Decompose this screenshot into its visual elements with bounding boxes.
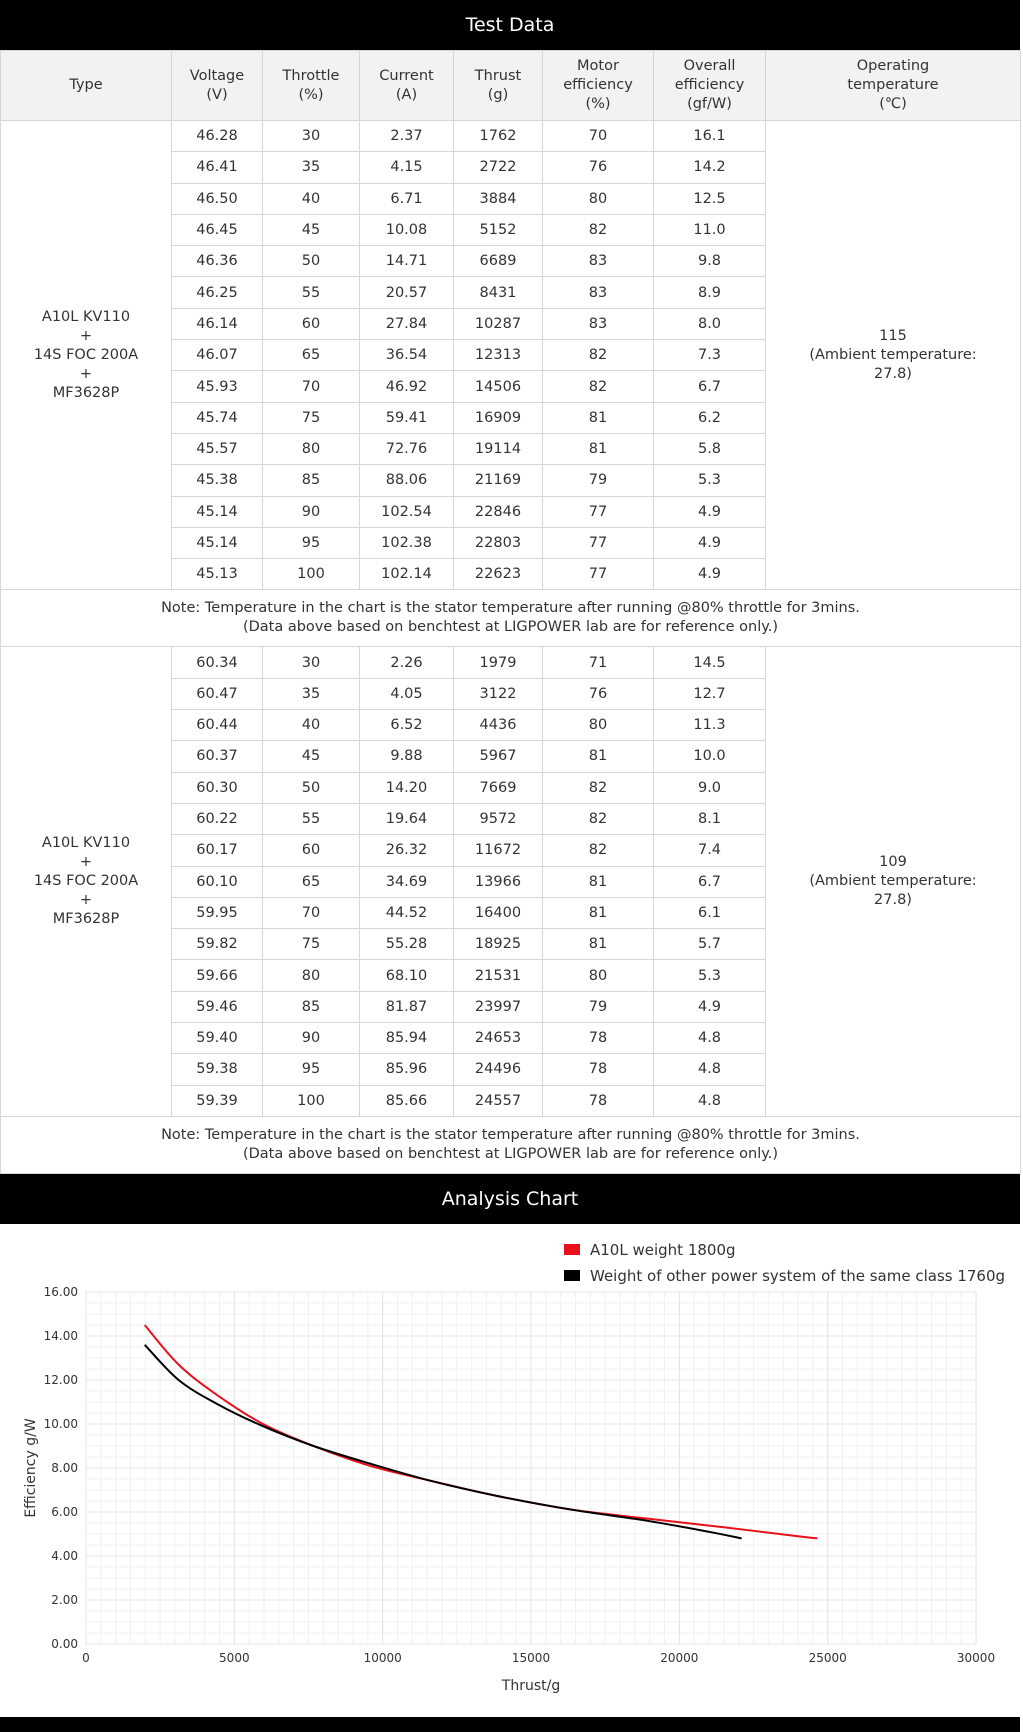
table-cell: 11.3 bbox=[654, 710, 766, 741]
table-cell: 45.14 bbox=[172, 527, 263, 558]
column-header bbox=[543, 51, 654, 121]
table-cell: 22846 bbox=[454, 496, 543, 527]
table-cell: 81 bbox=[543, 866, 654, 897]
table-cell: 82 bbox=[543, 340, 654, 371]
table-cell: 82 bbox=[543, 371, 654, 402]
table-cell: 80 bbox=[543, 710, 654, 741]
table-cell: 55 bbox=[263, 803, 360, 834]
table-cell: 16400 bbox=[454, 897, 543, 928]
note-row bbox=[1, 1116, 1021, 1173]
table-cell: 12.5 bbox=[654, 183, 766, 214]
chart-svg bbox=[0, 1224, 1020, 1724]
table-cell: 46.92 bbox=[360, 371, 454, 402]
table-cell: 100 bbox=[263, 559, 360, 590]
table-cell: 18925 bbox=[454, 929, 543, 960]
column-header-line: Overall bbox=[683, 58, 736, 74]
table-body bbox=[1, 121, 1021, 1174]
table-cell: 6.2 bbox=[654, 402, 766, 433]
column-header-line: Voltage bbox=[189, 67, 245, 84]
table-cell: 40 bbox=[263, 710, 360, 741]
table-cell: 81 bbox=[543, 433, 654, 464]
table-cell: 75 bbox=[263, 929, 360, 960]
table-cell: 30 bbox=[263, 121, 360, 152]
table-cell: 77 bbox=[543, 496, 654, 527]
series-line bbox=[145, 1325, 818, 1538]
note-line: Note: Temperature in the chart is the stator temperature after running @80% throttle for 3mins. bbox=[161, 1126, 860, 1143]
table-cell: 85 bbox=[263, 465, 360, 496]
table-cell: 21531 bbox=[454, 960, 543, 991]
table-cell: 4.9 bbox=[654, 991, 766, 1022]
table-cell: 7.3 bbox=[654, 340, 766, 371]
table-cell: 78 bbox=[543, 1023, 654, 1054]
table-cell: 6.71 bbox=[360, 183, 454, 214]
table-cell: 9.8 bbox=[654, 246, 766, 277]
y-tick-label: 4.00 bbox=[51, 1548, 78, 1563]
table-cell: 102.54 bbox=[360, 496, 454, 527]
column-header bbox=[172, 51, 263, 121]
table-cell: 82 bbox=[543, 214, 654, 245]
x-tick-label: 30000 bbox=[956, 1650, 996, 1665]
table-cell: 70 bbox=[263, 897, 360, 928]
temperature-cell bbox=[766, 121, 1021, 590]
table-cell: 60.22 bbox=[172, 803, 263, 834]
y-tick-label: 14.00 bbox=[43, 1328, 78, 1343]
table-cell: 2.37 bbox=[360, 121, 454, 152]
table-cell: 23997 bbox=[454, 991, 543, 1022]
table-cell: 46.28 bbox=[172, 121, 263, 152]
table-cell: 24557 bbox=[454, 1085, 543, 1116]
type-line: + bbox=[79, 854, 93, 871]
table-cell: 59.82 bbox=[172, 929, 263, 960]
table-cell: 36.54 bbox=[360, 340, 454, 371]
table-cell: 9572 bbox=[454, 803, 543, 834]
column-header-line: (℃) bbox=[879, 96, 907, 112]
table-cell: 95 bbox=[263, 527, 360, 558]
table-cell: 44.52 bbox=[360, 897, 454, 928]
temperature-line: (Ambient temperature: bbox=[809, 346, 977, 363]
table-cell: 60.10 bbox=[172, 866, 263, 897]
test-data-table bbox=[0, 50, 1021, 1174]
table-cell: 5.3 bbox=[654, 960, 766, 991]
note-line: (Data above based on benchtest at LIGPOWER lab are for reference only.) bbox=[242, 1145, 779, 1162]
test-data-title: Test Data bbox=[0, 0, 1020, 50]
table-cell: 59.95 bbox=[172, 897, 263, 928]
table-cell: 19.64 bbox=[360, 803, 454, 834]
table-cell: 13966 bbox=[454, 866, 543, 897]
legend-label: A10L weight 1800g bbox=[590, 1240, 736, 1259]
table-cell: 60.17 bbox=[172, 835, 263, 866]
table-cell: 60.37 bbox=[172, 741, 263, 772]
footer-bar bbox=[0, 1717, 1020, 1732]
table-cell: 22803 bbox=[454, 527, 543, 558]
table-cell: 8431 bbox=[454, 277, 543, 308]
table-cell: 80 bbox=[543, 960, 654, 991]
column-header-line: (%) bbox=[298, 86, 324, 103]
type-line: + bbox=[79, 327, 93, 344]
y-tick-label: 16.00 bbox=[43, 1284, 78, 1299]
table-cell: 59.40 bbox=[172, 1023, 263, 1054]
table-cell: 70 bbox=[263, 371, 360, 402]
table-cell: 12313 bbox=[454, 340, 543, 371]
table-cell: 82 bbox=[543, 772, 654, 803]
table-cell: 16.1 bbox=[654, 121, 766, 152]
table-cell: 83 bbox=[543, 277, 654, 308]
table-cell: 46.45 bbox=[172, 214, 263, 245]
column-header-line: Operating bbox=[856, 58, 930, 74]
table-cell: 14.71 bbox=[360, 246, 454, 277]
table-cell: 14.2 bbox=[654, 152, 766, 183]
type-line: A10L KV110 bbox=[41, 835, 131, 852]
note-line: (Data above based on benchtest at LIGPOWER lab are for reference only.) bbox=[242, 619, 779, 636]
column-header-line: Motor bbox=[577, 58, 619, 74]
table-cell: 55 bbox=[263, 277, 360, 308]
note-row bbox=[1, 590, 1021, 647]
table-cell: 35 bbox=[263, 678, 360, 709]
column-header-line: (%) bbox=[585, 96, 611, 112]
table-cell: 45.13 bbox=[172, 559, 263, 590]
table-cell: 5.3 bbox=[654, 465, 766, 496]
column-header-line: efficiency bbox=[674, 77, 745, 93]
temperature-line: 27.8) bbox=[874, 365, 912, 382]
table-cell: 4.9 bbox=[654, 527, 766, 558]
table-cell: 82 bbox=[543, 835, 654, 866]
column-header-line: temperature bbox=[847, 77, 939, 93]
table-cell: 40 bbox=[263, 183, 360, 214]
table-cell: 14506 bbox=[454, 371, 543, 402]
analysis-chart-title: Analysis Chart bbox=[0, 1174, 1020, 1224]
x-axis-label: Thrust/g bbox=[501, 1677, 561, 1694]
table-cell: 59.39 bbox=[172, 1085, 263, 1116]
x-tick-label: 15000 bbox=[511, 1650, 551, 1665]
y-tick-label: 12.00 bbox=[43, 1372, 78, 1387]
table-cell: 24653 bbox=[454, 1023, 543, 1054]
table-cell: 26.32 bbox=[360, 835, 454, 866]
table-cell: 5152 bbox=[454, 214, 543, 245]
table-cell: 45.38 bbox=[172, 465, 263, 496]
note-cell bbox=[1, 590, 1021, 647]
legend-swatch bbox=[564, 1270, 580, 1281]
table-cell: 59.66 bbox=[172, 960, 263, 991]
column-header-line: Throttle bbox=[282, 67, 340, 84]
table-cell: 76 bbox=[543, 678, 654, 709]
table-cell: 81 bbox=[543, 402, 654, 433]
column-header-line: efficiency bbox=[563, 77, 633, 93]
table-cell: 11.0 bbox=[654, 214, 766, 245]
table-cell: 6.7 bbox=[654, 371, 766, 402]
table-cell: 6689 bbox=[454, 246, 543, 277]
type-line: A10L KV110 bbox=[41, 308, 131, 325]
table-cell: 3884 bbox=[454, 183, 543, 214]
column-header-line: (gf/W) bbox=[687, 96, 732, 112]
table-cell: 11672 bbox=[454, 835, 543, 866]
table-cell: 20.57 bbox=[360, 277, 454, 308]
table-cell: 46.41 bbox=[172, 152, 263, 183]
table-cell: 60 bbox=[263, 835, 360, 866]
temperature-line: 27.8) bbox=[874, 892, 912, 909]
column-header bbox=[263, 51, 360, 121]
table-cell: 21169 bbox=[454, 465, 543, 496]
table-cell: 60.44 bbox=[172, 710, 263, 741]
type-line: + bbox=[79, 365, 93, 382]
table-cell: 10.08 bbox=[360, 214, 454, 245]
table-cell: 45 bbox=[263, 214, 360, 245]
table-cell: 46.14 bbox=[172, 308, 263, 339]
table-cell: 50 bbox=[263, 246, 360, 277]
y-tick-label: 0.00 bbox=[51, 1636, 78, 1651]
table-cell: 59.41 bbox=[360, 402, 454, 433]
table-cell: 90 bbox=[263, 1023, 360, 1054]
table-cell: 83 bbox=[543, 246, 654, 277]
table-cell: 4.9 bbox=[654, 559, 766, 590]
column-header-line: (A) bbox=[395, 86, 418, 103]
table-cell: 12.7 bbox=[654, 678, 766, 709]
note-cell bbox=[1, 1116, 1021, 1173]
table-cell: 77 bbox=[543, 559, 654, 590]
table-cell: 8.0 bbox=[654, 308, 766, 339]
table-cell: 70 bbox=[543, 121, 654, 152]
table-cell: 85.94 bbox=[360, 1023, 454, 1054]
column-header bbox=[1, 51, 172, 121]
table-cell: 59.38 bbox=[172, 1054, 263, 1085]
table-cell: 65 bbox=[263, 866, 360, 897]
table-cell: 46.36 bbox=[172, 246, 263, 277]
table-cell: 14.20 bbox=[360, 772, 454, 803]
table-cell: 81.87 bbox=[360, 991, 454, 1022]
x-tick-label: 5000 bbox=[219, 1650, 250, 1665]
type-cell bbox=[1, 121, 172, 590]
table-cell: 102.38 bbox=[360, 527, 454, 558]
table-cell: 24496 bbox=[454, 1054, 543, 1085]
table-cell: 9.88 bbox=[360, 741, 454, 772]
table-cell: 79 bbox=[543, 465, 654, 496]
table-cell: 4436 bbox=[454, 710, 543, 741]
header-row bbox=[1, 51, 1021, 121]
table-cell: 83 bbox=[543, 308, 654, 339]
temperature-cell bbox=[766, 647, 1021, 1116]
table-cell: 1979 bbox=[454, 647, 543, 678]
table-row bbox=[1, 121, 1021, 152]
column-header-line: Thrust bbox=[474, 67, 522, 84]
table-cell: 8.1 bbox=[654, 803, 766, 834]
table-cell: 7669 bbox=[454, 772, 543, 803]
table-cell: 81 bbox=[543, 741, 654, 772]
table-cell: 6.1 bbox=[654, 897, 766, 928]
column-header-line: Current bbox=[379, 67, 434, 84]
table-cell: 4.8 bbox=[654, 1054, 766, 1085]
x-tick-label: 10000 bbox=[363, 1650, 402, 1665]
type-line: MF3628P bbox=[52, 911, 120, 928]
table-cell: 80 bbox=[263, 433, 360, 464]
x-tick-label: 0 bbox=[82, 1650, 90, 1665]
analysis-chart bbox=[0, 1224, 1020, 1724]
table-cell: 100 bbox=[263, 1085, 360, 1116]
table-cell: 8.9 bbox=[654, 277, 766, 308]
table-cell: 35 bbox=[263, 152, 360, 183]
table-cell: 4.05 bbox=[360, 678, 454, 709]
type-line: MF3628P bbox=[52, 384, 120, 401]
temperature-line: (Ambient temperature: bbox=[809, 873, 977, 890]
type-line: 14S FOC 200A bbox=[33, 873, 139, 890]
type-cell bbox=[1, 647, 172, 1116]
table-cell: 10.0 bbox=[654, 741, 766, 772]
table-cell: 45.14 bbox=[172, 496, 263, 527]
table-cell: 3122 bbox=[454, 678, 543, 709]
table-cell: 90 bbox=[263, 496, 360, 527]
table-cell: 65 bbox=[263, 340, 360, 371]
table-cell: 14.5 bbox=[654, 647, 766, 678]
type-line: 14S FOC 200A bbox=[33, 346, 139, 363]
table-cell: 55.28 bbox=[360, 929, 454, 960]
column-header bbox=[654, 51, 766, 121]
table-cell: 7.4 bbox=[654, 835, 766, 866]
table-cell: 76 bbox=[543, 152, 654, 183]
table-cell: 77 bbox=[543, 527, 654, 558]
table-cell: 79 bbox=[543, 991, 654, 1022]
table-cell: 34.69 bbox=[360, 866, 454, 897]
table-cell: 81 bbox=[543, 897, 654, 928]
y-tick-label: 8.00 bbox=[51, 1460, 78, 1475]
legend-label: Weight of other power system of the same class 1760g bbox=[590, 1266, 1006, 1285]
table-cell: 78 bbox=[543, 1054, 654, 1085]
table-row bbox=[1, 647, 1021, 678]
table-cell: 1762 bbox=[454, 121, 543, 152]
column-header-line: Type bbox=[69, 77, 103, 93]
table-cell: 4.15 bbox=[360, 152, 454, 183]
table-cell: 60 bbox=[263, 308, 360, 339]
y-axis-label: Efficiency g/W bbox=[23, 1418, 39, 1518]
table-cell: 2.26 bbox=[360, 647, 454, 678]
column-header bbox=[454, 51, 543, 121]
y-tick-label: 2.00 bbox=[51, 1592, 78, 1607]
table-cell: 16909 bbox=[454, 402, 543, 433]
table-cell: 80 bbox=[543, 183, 654, 214]
table-cell: 72.76 bbox=[360, 433, 454, 464]
table-cell: 46.25 bbox=[172, 277, 263, 308]
table-cell: 22623 bbox=[454, 559, 543, 590]
table-cell: 45.57 bbox=[172, 433, 263, 464]
table-cell: 95 bbox=[263, 1054, 360, 1085]
table-cell: 4.9 bbox=[654, 496, 766, 527]
table-cell: 60.34 bbox=[172, 647, 263, 678]
table-cell: 46.50 bbox=[172, 183, 263, 214]
y-tick-label: 10.00 bbox=[43, 1416, 78, 1431]
table-cell: 71 bbox=[543, 647, 654, 678]
y-tick-label: 6.00 bbox=[51, 1504, 78, 1519]
x-tick-label: 25000 bbox=[808, 1650, 847, 1665]
table-cell: 5.7 bbox=[654, 929, 766, 960]
table-cell: 82 bbox=[543, 803, 654, 834]
table-cell: 102.14 bbox=[360, 559, 454, 590]
temperature-line: 109 bbox=[879, 854, 907, 871]
table-cell: 78 bbox=[543, 1085, 654, 1116]
table-cell: 75 bbox=[263, 402, 360, 433]
table-cell: 85.96 bbox=[360, 1054, 454, 1085]
legend-swatch bbox=[564, 1244, 580, 1255]
table-cell: 10287 bbox=[454, 308, 543, 339]
table-cell: 59.46 bbox=[172, 991, 263, 1022]
note-line: Note: Temperature in the chart is the stator temperature after running @80% throttle for 3mins. bbox=[161, 600, 860, 617]
table-cell: 30 bbox=[263, 647, 360, 678]
column-header-line: (g) bbox=[487, 86, 509, 103]
table-cell: 60.47 bbox=[172, 678, 263, 709]
table-cell: 45.74 bbox=[172, 402, 263, 433]
table-cell: 45.93 bbox=[172, 371, 263, 402]
table-cell: 27.84 bbox=[360, 308, 454, 339]
table-cell: 5.8 bbox=[654, 433, 766, 464]
table-cell: 80 bbox=[263, 960, 360, 991]
table-cell: 50 bbox=[263, 772, 360, 803]
table-cell: 2722 bbox=[454, 152, 543, 183]
column-header bbox=[360, 51, 454, 121]
table-cell: 19114 bbox=[454, 433, 543, 464]
table-cell: 5967 bbox=[454, 741, 543, 772]
table-cell: 81 bbox=[543, 929, 654, 960]
column-header bbox=[766, 51, 1021, 121]
x-tick-label: 20000 bbox=[660, 1650, 699, 1665]
table-cell: 60.30 bbox=[172, 772, 263, 803]
table-cell: 6.7 bbox=[654, 866, 766, 897]
table-cell: 6.52 bbox=[360, 710, 454, 741]
column-header-line: (V) bbox=[206, 86, 228, 103]
table-cell: 4.8 bbox=[654, 1023, 766, 1054]
type-line: + bbox=[79, 892, 93, 909]
table-cell: 45 bbox=[263, 741, 360, 772]
temperature-line: 115 bbox=[879, 327, 907, 344]
table-cell: 9.0 bbox=[654, 772, 766, 803]
table-cell: 85.66 bbox=[360, 1085, 454, 1116]
table-cell: 85 bbox=[263, 991, 360, 1022]
table-cell: 46.07 bbox=[172, 340, 263, 371]
table-cell: 4.8 bbox=[654, 1085, 766, 1116]
table-cell: 88.06 bbox=[360, 465, 454, 496]
table-cell: 68.10 bbox=[360, 960, 454, 991]
